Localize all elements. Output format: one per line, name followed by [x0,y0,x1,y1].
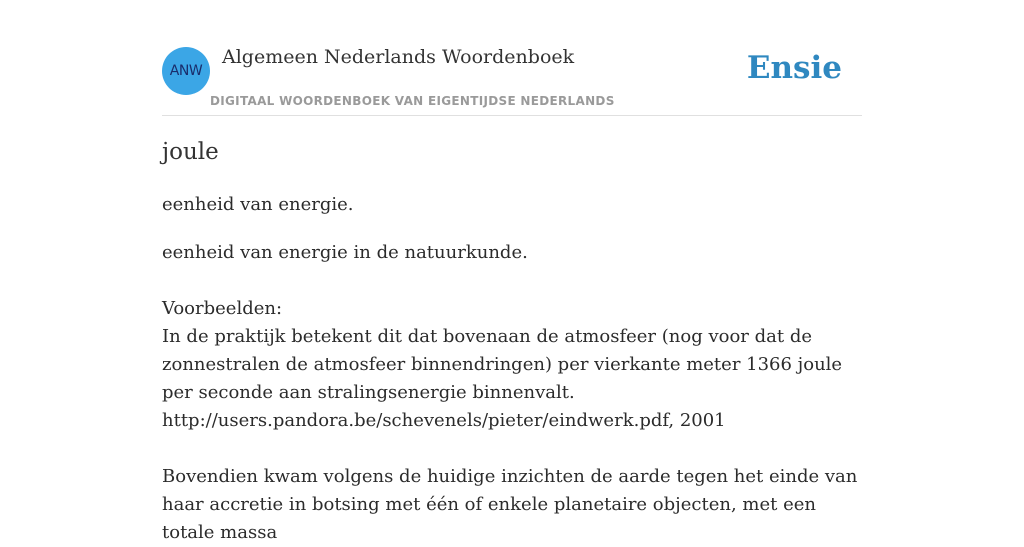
ensie-brand-logo[interactable]: Ensie [746,50,842,86]
examples-label: Voorbeelden: [162,298,283,319]
entry-word: joule [162,139,219,165]
entry-body [162,239,862,547]
site-subtitle: DIGITAAL WOORDENBOEK VAN EIGENTIJDSE NEDERLANDS [210,94,615,108]
example-text: In de praktijk betekent dit dat bovenaan de atmosfeer (nog voor dat de zonnestralen de atmosfeer binnendringen) per vierkante meter 1366 joule per seconde aan stralingsenergie binnenvalt. [162,326,843,403]
full-definition: eenheid van energie in de natuurkunde. [162,242,528,263]
example-text: Bovendien kwam volgens de huidige inzichten de aarde tegen het einde van haar accretie in botsing met één of enkele planetaire objecten, met een totale massa [162,466,858,543]
example-source: http://users.pandora.be/schevenels/pieter/eindwerk.pdf, 2001 [162,410,726,431]
logo-text: ANW [169,63,203,79]
page [162,0,862,543]
anw-logo[interactable] [162,47,210,95]
short-definition: eenheid van energie. [162,194,354,215]
site-header [162,0,862,116]
site-title[interactable]: Algemeen Nederlands Woordenboek [222,46,575,68]
